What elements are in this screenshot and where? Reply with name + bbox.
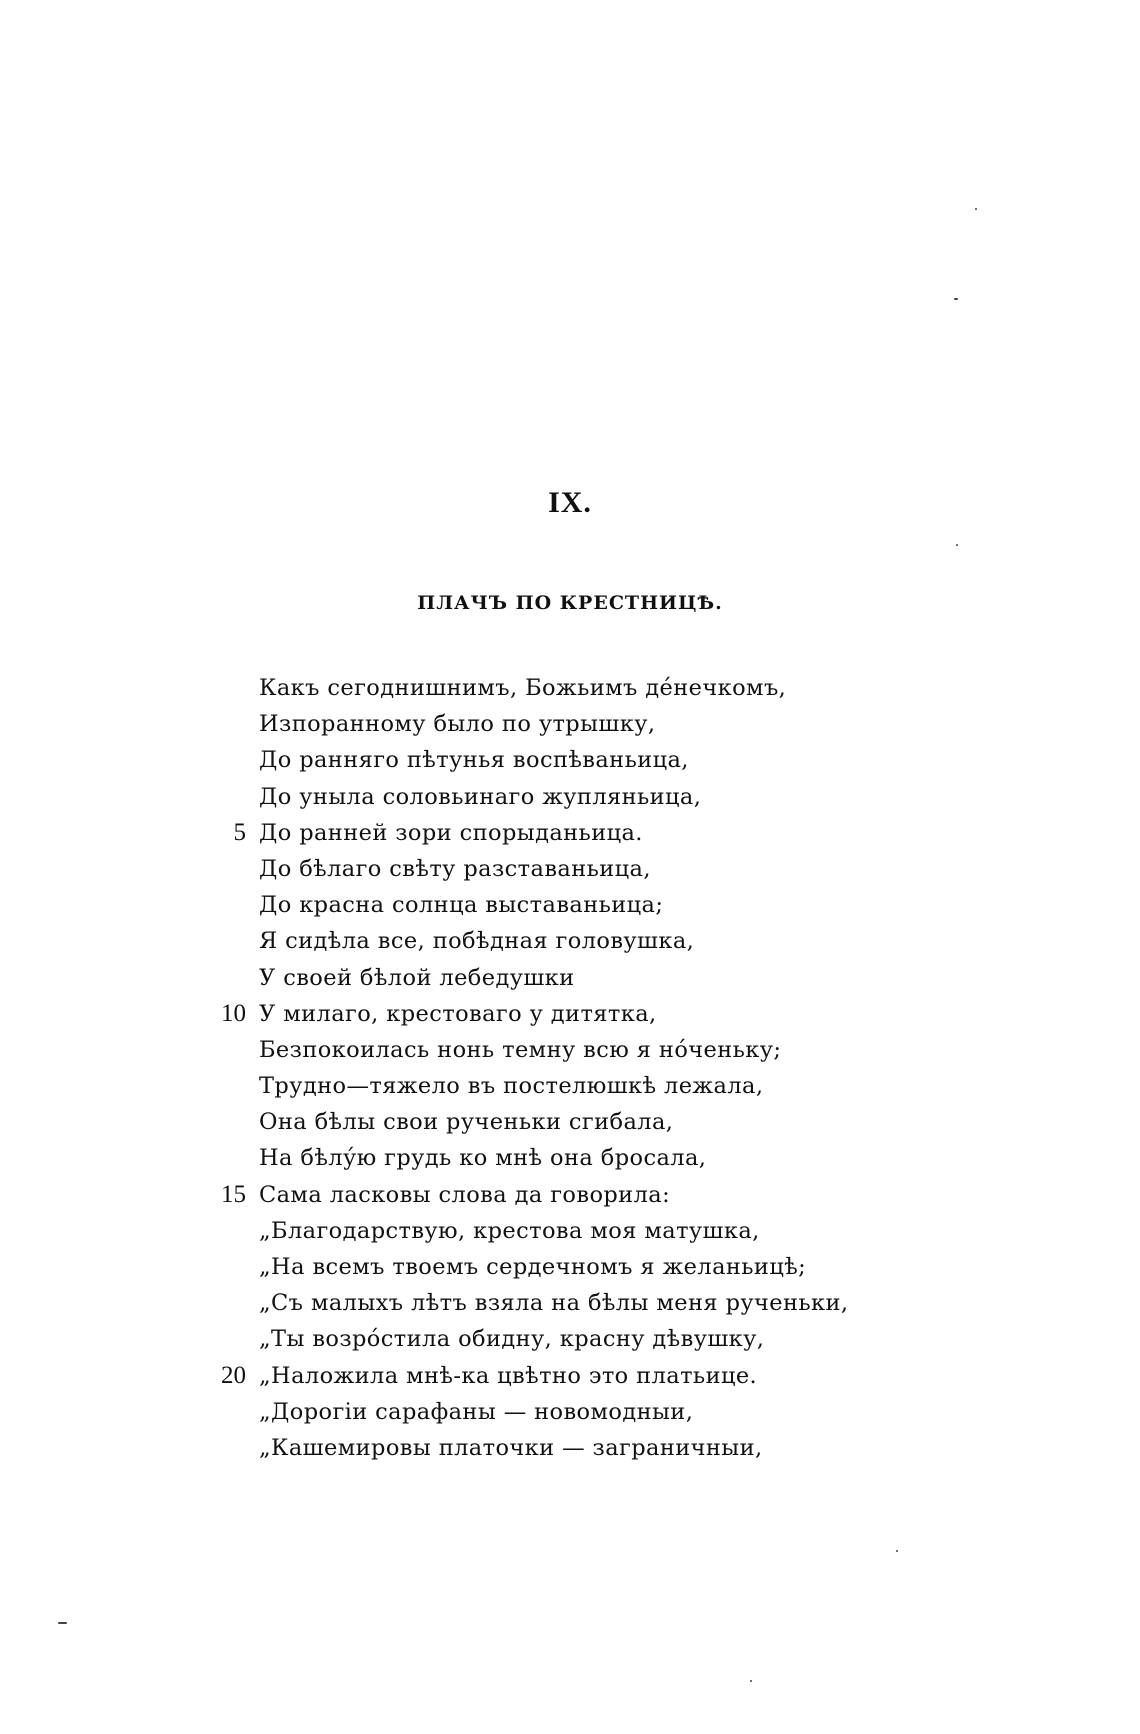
scan-speck [956,544,958,546]
scan-speck [750,1680,752,1682]
line-text: „Съ малыхъ лѣтъ взяла на бѣлы меня рученьки, [259,1290,849,1317]
line-text: У милаго, крестоваго у дитятка, [259,1000,657,1027]
poem-line [200,996,1100,1032]
poem-line [200,851,1100,887]
line-text: До уныла соловьинаго жупляньица, [259,783,702,810]
poem-line [200,1140,1100,1176]
line-text: Сама ласковы слова да говорила: [259,1181,671,1208]
line-text: Она бѣлы свои рученьки сгибала, [259,1109,674,1136]
poem-line [200,742,1100,778]
line-text: „На всемъ твоемъ сердечномъ я желаньицѣ; [259,1254,807,1280]
poem-body [200,670,1100,1466]
line-text: „Благодарствую, крестова моя матушка, [259,1217,760,1244]
scan-speck [975,208,977,210]
scan-speck [954,298,958,300]
poem-line [200,1104,1100,1140]
line-text: Безпокоилась нонь темну всю я но́ченьку; [259,1036,782,1063]
line-text: На бѣлу́ю грудь ко мнѣ она бросала, [259,1145,707,1172]
section-number: IX. [548,486,592,519]
line-text: „Кашемировы платочки — заграничныи, [259,1434,763,1461]
line-text: Трудно—тяжело въ постелюшкѣ лежала, [259,1073,764,1100]
line-number: 5 [233,818,246,846]
poem-line [200,1177,1100,1213]
poem-line [200,887,1100,923]
line-text: До ранняго пѣтунья воспѣваньица, [259,747,689,774]
scan-speck [896,1550,898,1552]
poem-line [200,706,1100,742]
poem-line [200,1358,1100,1394]
poem-line [200,1394,1100,1430]
poem-line [200,923,1100,959]
poem-line [200,960,1100,996]
line-text: Изпоранному было по утрышку, [259,711,656,738]
line-number: 15 [221,1180,246,1208]
poem-line [200,670,1100,706]
poem-line [200,1068,1100,1104]
line-number: 20 [221,1361,246,1389]
poem-line [200,779,1100,815]
poem-line [200,815,1100,851]
line-text: „Дорогiи сарафаны — новомодныи, [259,1398,694,1425]
line-text: Какъ сегоднишнимъ, Божьимъ де́нечкомъ, [259,675,787,701]
line-text: У своей бѣлой лебедушки [259,964,575,991]
poem-line [200,1321,1100,1357]
poem-line [200,1213,1100,1249]
scan-speck [58,1622,67,1624]
line-text: До ранней зори спорыданьица. [259,819,643,846]
poem-line [200,1032,1100,1068]
line-text: „Ты возро́стила обидну, красну дѣвушку, [259,1326,765,1353]
line-number: 10 [221,999,246,1027]
poem-title: ПЛАЧЪ ПО КРЕСТНИЦѢ. [417,592,723,614]
poem-line [200,1249,1100,1285]
line-text: До красна солнца выставаньица; [259,892,664,919]
line-text: Я сидѣла все, побѣдная головушка, [259,928,695,955]
poem-line [200,1285,1100,1321]
poem-line [200,1430,1100,1466]
line-text: „Наложила мнѣ-ка цвѣтно это платьице. [259,1362,758,1389]
line-text: До бѣлаго свѣту разставаньица, [259,855,651,882]
